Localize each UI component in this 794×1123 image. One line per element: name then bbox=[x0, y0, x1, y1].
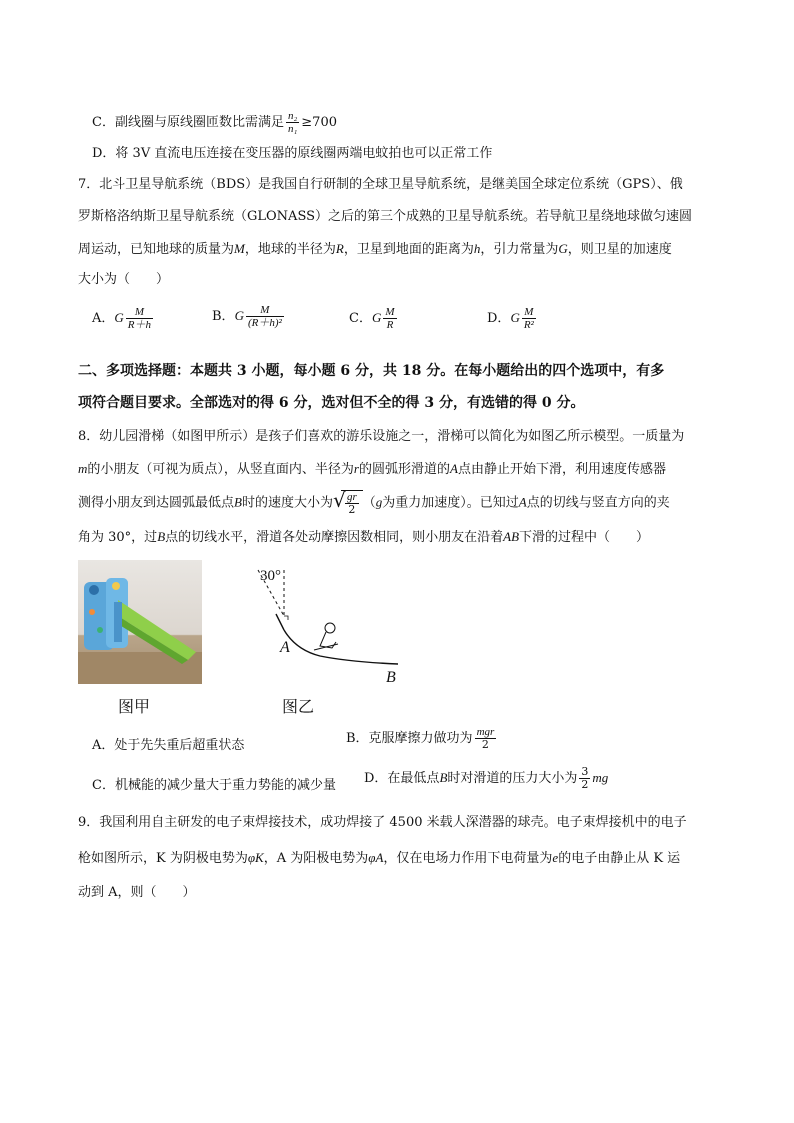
q7-option-d: D．G $\frac{M}{\text{R²}}$ bbox=[487, 306, 534, 331]
slide-illustration bbox=[78, 560, 202, 684]
q7-option-c-fraction: $\frac{M}{R}$ bbox=[385, 306, 395, 331]
q7-line-2: 罗斯格洛纳斯卫星导航系统（GLONASS）之后的第三个成熟的卫星导航系统。若导航卫星绕地球做匀速圆 bbox=[78, 209, 693, 224]
q8-line-4: 角为 30°，过B点的切线水平，滑道各处动摩擦因数相同，则小朋友在沿着AB下滑的过程中（ ） bbox=[78, 529, 650, 545]
q7-option-a: A．G $\frac{M}{R+h}$ bbox=[92, 306, 152, 331]
figure-yi-caption: 图乙 bbox=[282, 697, 315, 716]
q8-option-d: D．在最低点B时对滑道的压力大小为 $\frac{3}{2}$ mg bbox=[364, 765, 609, 791]
q9-line-2: 枪如图所示，K 为阴极电势为φK，A 为阳极电势为φA，仅在电场力作用下电荷量为e的电子由静止从 K 运 bbox=[78, 850, 681, 866]
q8-option-c: C．机械能的减少量大于重力势能的减少量 bbox=[92, 778, 336, 793]
q6-option-c-tail: ≥700 bbox=[301, 115, 337, 130]
point-a-label: A bbox=[280, 639, 290, 656]
q8-speed-sqrt: √ $\frac{gr}{2}$ bbox=[333, 490, 363, 516]
section-2-heading-line-2: 项符合题目要求。全部选对的得 6 分，选对但不全的得 3 分，有选错的得 0 分。 bbox=[78, 395, 585, 411]
q8-option-b: B．克服摩擦力做功为 $\frac{\text{mgr}}{2}$ bbox=[346, 726, 495, 751]
figure-jia-caption: 图甲 bbox=[118, 697, 151, 716]
q8-option-b-fraction: $\frac{\text{mgr}}{2}$ bbox=[476, 726, 495, 751]
q8-line-2: m的小朋友（可视为质点），从竖直面内、半径为r的圆弧形滑道的A点由静止开始下滑，利用速度传感器 bbox=[78, 461, 666, 477]
q8-line-1: 8．幼儿园滑梯（如图甲所示）是孩子们喜欢的游乐设施之一，滑梯可以简化为如图乙所示模型。一质量为 bbox=[78, 429, 685, 444]
q6-option-c-text: C．副线圈与原线圈匝数比需满足 bbox=[92, 115, 284, 130]
q9-line-1: 9．我国利用自主研发的电子束焊接技术，成功焊接了 4500 米载人深潜器的球壳。电子束焊接机中的电子 bbox=[78, 815, 687, 830]
q7-option-d-fraction: $\frac{M}{\text{R²}}$ bbox=[523, 306, 534, 331]
q8-option-d-fraction: $\frac{3}{2}$ bbox=[581, 765, 589, 791]
slide-model-diagram bbox=[240, 560, 420, 690]
child-head bbox=[325, 623, 335, 633]
q7-option-c: C．G $\frac{M}{R}$ bbox=[349, 306, 395, 331]
q7-option-b: B．G $\frac{M}{\text{(R＋h)²}}$ bbox=[212, 304, 282, 329]
section-2-heading-line-1: 二、多项选择题：本题共 3 小题，每小题 6 分，共 18 分。在每小题给出的四个选项中，有多 bbox=[78, 363, 665, 379]
q7-option-b-fraction: $\frac{M}{\text{(R＋h)²}}$ bbox=[247, 304, 282, 329]
q8-line-3: 测得小朋友到达圆弧最低点B时的速度大小为 √ $\frac{gr}{2}$ （g为重力加速度）。已知过A点的切线与竖直方向的夹 bbox=[78, 488, 670, 516]
q6-option-c bbox=[92, 110, 337, 135]
slide-photo bbox=[78, 560, 202, 684]
q9-line-3: 动到 A，则（ ） bbox=[78, 885, 196, 900]
arc-track bbox=[284, 630, 398, 664]
q6-option-d: D．将 3V 直流电压连接在变压器的原线圈两端电蚊拍也可以正常工作 bbox=[92, 146, 493, 161]
q7-option-a-fraction: $\frac{M}{R+h}$ bbox=[127, 306, 152, 331]
q6-turns-ratio-fraction: $\frac{\text{n₂}}{\text{n₁}}$ bbox=[287, 110, 298, 135]
q8-option-a: A．处于先失重后超重状态 bbox=[92, 738, 245, 753]
q7-line-3: 周运动，已知地球的质量为M，地球的半径为R，卫星到地面的距离为h，引力常量为G，则卫星的加速度 bbox=[78, 241, 672, 257]
q7-line-1: 7．北斗卫星导航系统（BDS）是我国自行研制的全球卫星导航系统，是继美国全球定位系统（GPS）、俄 bbox=[78, 177, 683, 192]
q7-line-4: 大小为（ ） bbox=[78, 272, 170, 287]
angle-label: 30° bbox=[260, 568, 281, 584]
point-b-label: B bbox=[386, 669, 396, 686]
